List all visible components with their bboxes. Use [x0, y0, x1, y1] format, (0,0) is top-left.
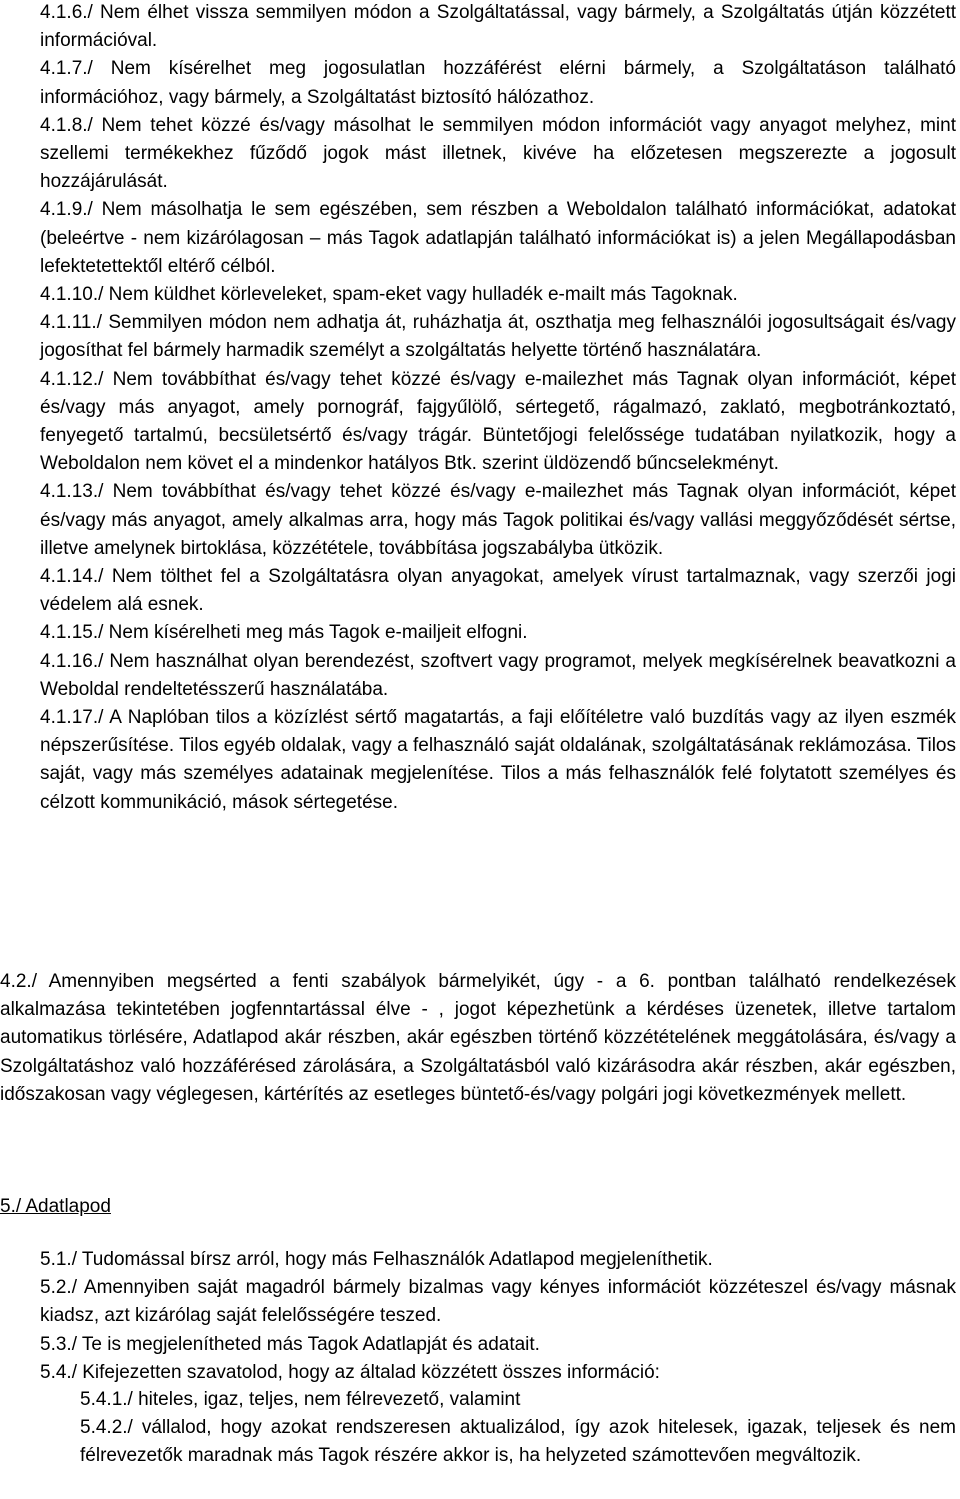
section-5-heading: 5./ Adatlapod	[0, 1196, 111, 1217]
clause-5-3: 5.3./ Te is megjelenítheted más Tagok Adatlapját és adatait.	[40, 1333, 540, 1355]
clause-4-1-6: 4.1.6./ Nem élhet vissza semmilyen módon a Szolgáltatással, vagy bármely, a Szolgáltatás útján közzétett információval.	[40, 2, 956, 52]
clause-5-4-1: 5.4.1./ hiteles, igaz, teljes, nem félrevezető, valamint	[80, 1389, 521, 1410]
clause-5-2: 5.2./ Amennyiben saját magadról bármely bizalmas vagy kényes információt közzéteszel és/vagy másnak kiadsz, azt kizárólag saját felelősségére teszed.	[40, 1277, 956, 1327]
clause-4-1-12: 4.1.12./ Nem továbbíthat és/vagy tehet közzé és/vagy e-mailezhet más Tagnak olyan információt, képet és/vagy más anyagot, amely pornográf, fajgyűlölő, sértegető, rágalmazó, zaklató, megbotránkoztató, fenyegető tartalmú, becsületsértő és/vagy trágár. Büntetőjogi felelőssége tudatában nyilatkozik, hogy a Weboldalon nem követ el a mindenkor hatályos Btk. szerint üldözendő bűncselekményt.	[40, 368, 956, 475]
clause-4-1-14: 4.1.14./ Nem tölthet fel a Szolgáltatásra olyan anyagokat, amelyek vírust tartalmaznak, vagy szerzői jogi védelem alá esnek.	[40, 566, 956, 616]
clause-5-4-2: 5.4.2./ vállalod, hogy azokat rendszeresen aktualizálod, így azok hitelesek, igazak, teljesek és nem félrevezetők maradnak más Tagok részére akkor is, ha helyzeted számottevően megváltozik.	[80, 1417, 956, 1467]
section-5-4-sublist	[80, 1386, 956, 1471]
clause-5-4: 5.4./ Kifejezetten szavatolod, hogy az általad közzétett összes információ:	[40, 1361, 660, 1383]
section-4-1-list	[40, 0, 956, 817]
clause-4-1-10: 4.1.10./ Nem küldhet körleveleket, spam-eket vagy hulladék e-mailt más Tagoknak.	[40, 284, 738, 306]
clause-4-1-17: 4.1.17./ A Naplóban tilos a közízlést sértő magatartás, a faji előítéletre való buzdítás vagy az ilyen eszmék népszerűsítése. Tilos egyéb oldalak, vagy a felhasználó saját oldalának, szolgáltatásának reklámozása. Tilos saját, vagy más személyes adatainak megjelenítése. Tilos a más felhasználók felé folytatott személyes és célzott kommunikáció, mások sértegetése.	[40, 707, 956, 813]
section-4-2	[0, 968, 956, 1109]
clause-4-1-16: 4.1.16./ Nem használhat olyan berendezést, szoftvert vagy programot, melyek megkísérelnek beavatkozni a Weboldal rendeltetésszerű használatába.	[40, 650, 956, 700]
clause-4-1-8: 4.1.8./ Nem tehet közzé és/vagy másolhat le semmilyen módon információt vagy anyagot melyhez, mint szellemi termékekhez fűződő jogok mást illetnek, kivéve ha előzetesen megszerezte a jogosult hozzájárulását.	[40, 114, 956, 193]
clause-4-1-13: 4.1.13./ Nem továbbíthat és/vagy tehet közzé és/vagy e-mailezhet más Tagnak olyan információt, képet és/vagy más anyagot, amely alkalmas arra, hogy más Tagok politikai és/vagy vallási meggyőződését sértse, illetve amelynek birtoklása, közzététele, továbbítása jogszabályba ütközik.	[40, 481, 956, 559]
section-5-list	[40, 1246, 956, 1387]
clause-4-2: 4.2./ Amennyiben megsérted a fenti szabályok bármelyikét, úgy - a 6. pontban található rendelkezések alkalmazása tekintetében jogfenntartással élve - , jogot képezhetünk a kérdéses üzenetek, illetve tartalom automatikus törlésére, Adatlapod akár részben, akár egészben történő közzétételének meggátolására, és/vagy a Szolgáltatáshoz való hozzáférésed zárolására, a Szolgáltatásból való kizárásodra akár részben, akár egészben, időszakosan vagy véglegesen, kártérítés az esetleges büntető-és/vagy polgári jogi következmények mellett.	[0, 971, 956, 1105]
clause-4-1-9: 4.1.9./ Nem másolhatja le sem egészében, sem részben a Weboldalon található információkat, adatokat (beleértve - nem kizárólagosan ‒ más Tagok adatlapján található információkat is) a jelen Megállapodásban lefektetettektől eltérő célból.	[40, 199, 956, 277]
clause-5-1: 5.1./ Tudomással bírsz arról, hogy más Felhasználók Adatlapod megjeleníthetik.	[40, 1249, 713, 1270]
clause-4-1-7: 4.1.7./ Nem kísérelhet meg jogosulatlan hozzáférést elérni bármely, a Szolgáltatáson található információhoz, vagy bármely, a Szolgáltatást biztosító hálózathoz.	[40, 58, 956, 108]
clause-4-1-11: 4.1.11./ Semmilyen módon nem adhatja át, ruházhatja át, oszthatja meg felhasználói jogosultságait és/vagy jogosíthat fel bármely harmadik személyt a szolgáltatás helyette történő használatára.	[40, 312, 956, 362]
clause-4-1-15: 4.1.15./ Nem kísérelheti meg más Tagok e-mailjeit elfogni.	[40, 622, 528, 644]
